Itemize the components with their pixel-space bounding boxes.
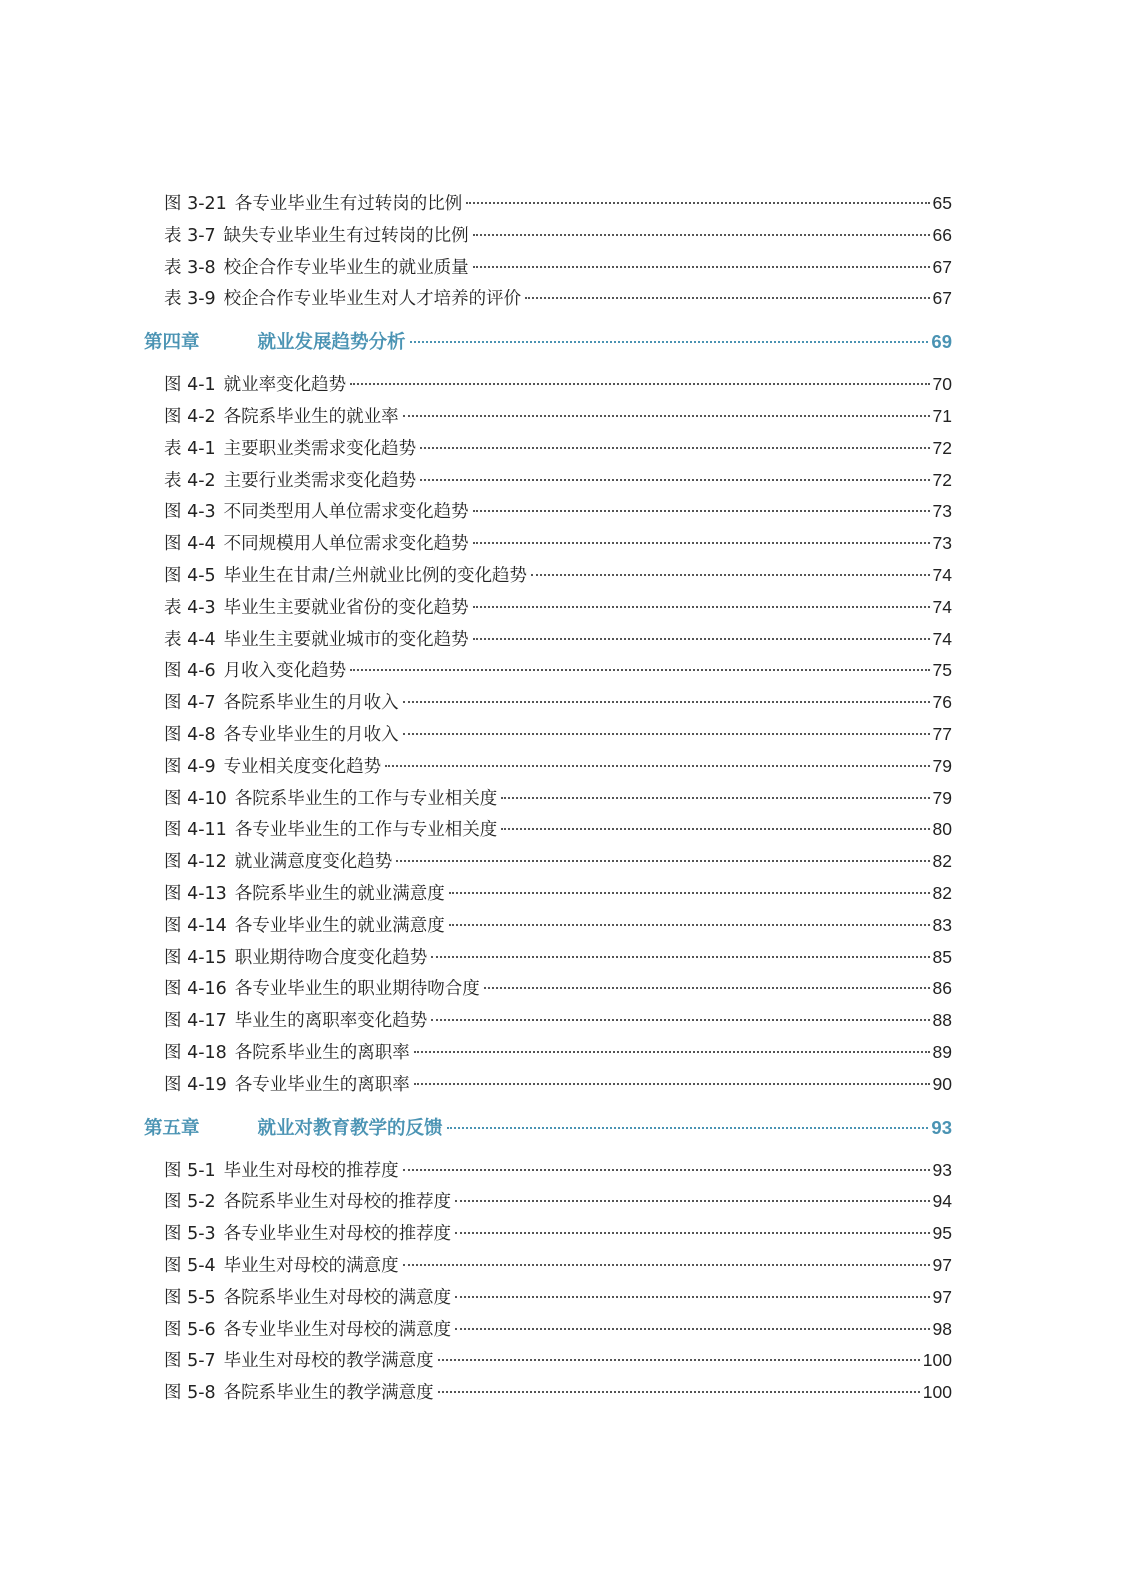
page-number: 85 — [932, 946, 952, 967]
toc-entry[interactable] — [144, 1155, 952, 1187]
page-number: 66 — [932, 224, 952, 245]
entry-title: 缺失专业毕业生有过转岗的比例 — [223, 225, 469, 246]
dot-leader — [431, 1019, 929, 1021]
page-number: 88 — [932, 1010, 952, 1031]
dot-leader — [501, 828, 929, 830]
entry-label: 图 4-9 — [164, 756, 216, 777]
page-number: 100 — [922, 1382, 952, 1403]
dot-leader — [447, 1127, 929, 1129]
entry-label: 图 4-3 — [164, 502, 216, 523]
page-number: 67 — [932, 288, 952, 309]
entry-title: 各专业毕业生对母校的满意度 — [223, 1319, 452, 1340]
page-number: 67 — [932, 256, 952, 277]
dot-leader — [396, 860, 929, 862]
page-number: 80 — [932, 819, 952, 840]
page-number: 74 — [932, 564, 952, 585]
toc-entry[interactable] — [144, 973, 952, 1005]
entry-title: 毕业生对母校的满意度 — [223, 1255, 399, 1276]
dot-leader — [455, 1232, 929, 1234]
chapter-number: 第五章 — [144, 1117, 200, 1139]
entry-label: 图 3-21 — [164, 194, 227, 214]
entry-title: 各专业毕业生的就业满意度 — [234, 915, 445, 936]
entry-label: 图 4-19 — [164, 1074, 227, 1095]
page-number: 97 — [932, 1254, 952, 1275]
entry-label: 表 3-9 — [164, 289, 216, 310]
entry-label: 图 4-7 — [164, 693, 216, 714]
toc-entry[interactable] — [144, 1314, 952, 1346]
page-number: 82 — [932, 882, 952, 903]
toc-entry[interactable] — [144, 592, 952, 624]
toc-entry[interactable] — [144, 252, 952, 284]
entry-title: 毕业生的离职率变化趋势 — [234, 1011, 428, 1032]
dot-leader — [403, 415, 930, 417]
entry-title: 毕业生主要就业省份的变化趋势 — [223, 597, 469, 618]
toc-entry[interactable] — [144, 465, 952, 497]
entry-title: 主要行业类需求变化趋势 — [223, 470, 417, 491]
dot-leader — [403, 1169, 930, 1171]
entry-title: 各专业毕业生的工作与专业相关度 — [234, 820, 498, 841]
entry-title: 月收入变化趋势 — [223, 661, 347, 682]
toc-entry[interactable] — [144, 751, 952, 783]
page-number: 89 — [932, 1041, 952, 1062]
dot-leader — [420, 479, 929, 481]
toc-entry[interactable] — [144, 1069, 952, 1101]
page-number: 73 — [932, 501, 952, 522]
dot-leader — [455, 1328, 929, 1330]
entry-title: 各院系毕业生对母校的推荐度 — [223, 1192, 452, 1213]
page-number: 65 — [932, 193, 952, 213]
entry-label: 图 5-7 — [164, 1351, 216, 1372]
page-number: 95 — [932, 1223, 952, 1244]
entry-title: 校企合作专业毕业生的就业质量 — [223, 257, 469, 278]
page-number: 70 — [932, 374, 952, 395]
dot-leader — [484, 987, 930, 989]
entry-label: 表 4-1 — [164, 438, 216, 459]
page-number: 93 — [932, 1159, 952, 1180]
toc-entry[interactable] — [144, 496, 952, 528]
entry-title: 各专业毕业生的月收入 — [223, 724, 399, 745]
entry-label: 图 5-8 — [164, 1383, 216, 1404]
entry-title: 主要职业类需求变化趋势 — [223, 438, 417, 459]
toc-chapter-entry[interactable] — [144, 1101, 952, 1155]
dot-leader — [501, 797, 929, 799]
entry-label: 图 4-2 — [164, 406, 216, 427]
toc-entry[interactable] — [144, 433, 952, 465]
entry-title: 不同规模用人单位需求变化趋势 — [223, 534, 469, 555]
toc-entry[interactable] — [144, 1005, 952, 1037]
entry-title: 各院系毕业生对母校的满意度 — [223, 1287, 452, 1308]
dot-leader — [473, 510, 930, 512]
page-number: 75 — [932, 660, 952, 681]
entry-label: 图 4-5 — [164, 565, 216, 586]
toc-entry[interactable] — [144, 220, 952, 252]
entry-title: 各院系毕业生的教学满意度 — [223, 1383, 434, 1404]
dot-leader — [350, 669, 929, 671]
dot-leader — [385, 765, 929, 767]
entry-title: 各专业毕业生有过转岗的比例 — [234, 194, 463, 214]
entry-title: 就业满意度变化趋势 — [234, 852, 393, 873]
toc-entry[interactable] — [144, 1282, 952, 1314]
entry-label: 图 4-12 — [164, 852, 227, 873]
entry-label: 图 4-4 — [164, 534, 216, 555]
page-number: 77 — [932, 723, 952, 744]
page-number: 94 — [932, 1191, 952, 1212]
toc-entry[interactable] — [144, 846, 952, 878]
entry-title: 各专业毕业生对母校的推荐度 — [223, 1224, 452, 1245]
dot-leader — [455, 1296, 929, 1298]
toc-entry[interactable] — [144, 624, 952, 656]
entry-label: 图 5-1 — [164, 1160, 216, 1181]
dot-leader — [455, 1200, 929, 1202]
toc-entry[interactable] — [144, 814, 952, 846]
page-number: 73 — [932, 533, 952, 554]
toc-entry[interactable] — [144, 1250, 952, 1282]
chapter-title: 就业发展趋势分析 — [257, 332, 406, 354]
dot-leader — [525, 297, 929, 299]
entry-label: 图 4-13 — [164, 883, 227, 904]
entry-title: 毕业生主要就业城市的变化趋势 — [223, 629, 469, 650]
dot-leader — [449, 892, 930, 894]
dot-leader — [473, 234, 930, 236]
dot-leader — [473, 638, 930, 640]
entry-title: 校企合作专业毕业生对人才培养的评价 — [223, 289, 522, 310]
entry-title: 各院系毕业生的离职率 — [234, 1042, 410, 1063]
entry-label: 图 4-16 — [164, 979, 227, 1000]
dot-leader — [473, 606, 930, 608]
page-number: 100 — [922, 1350, 952, 1371]
page-number: 72 — [932, 469, 952, 490]
entry-label: 图 4-11 — [164, 820, 227, 841]
toc-entry[interactable] — [144, 878, 952, 910]
page-number: 86 — [932, 978, 952, 999]
entry-title: 各院系毕业生的工作与专业相关度 — [234, 788, 498, 809]
toc-entry[interactable] — [144, 188, 952, 220]
entry-label: 图 5-3 — [164, 1224, 216, 1245]
dot-leader — [449, 924, 930, 926]
chapter-title: 就业对教育教学的反馈 — [257, 1117, 443, 1139]
entry-label: 表 4-3 — [164, 597, 216, 618]
dot-leader — [473, 266, 930, 268]
page-number: 93 — [931, 1116, 952, 1138]
page-number: 74 — [932, 596, 952, 617]
page-number: 90 — [932, 1073, 952, 1094]
page-number: 83 — [932, 914, 952, 935]
entry-label: 图 4-18 — [164, 1042, 227, 1063]
toc-entry[interactable] — [144, 1345, 952, 1377]
dot-leader — [431, 956, 929, 958]
toc-entry[interactable] — [144, 719, 952, 751]
entry-label: 图 5-5 — [164, 1287, 216, 1308]
dot-leader — [350, 383, 929, 385]
toc-entry[interactable] — [144, 528, 952, 560]
dot-leader — [420, 447, 929, 449]
toc-entry[interactable] — [144, 369, 952, 401]
entry-title: 就业率变化趋势 — [223, 375, 347, 396]
entry-title: 各专业毕业生的离职率 — [234, 1074, 410, 1095]
dot-leader — [410, 341, 929, 343]
entry-title: 职业期待吻合度变化趋势 — [234, 947, 428, 968]
page-number: 71 — [932, 405, 952, 426]
page-number: 98 — [932, 1318, 952, 1339]
toc-entry[interactable] — [144, 1037, 952, 1069]
toc-entry[interactable] — [144, 560, 952, 592]
page-number: 82 — [932, 851, 952, 872]
entry-title: 专业相关度变化趋势 — [223, 756, 382, 777]
toc-entry[interactable] — [144, 942, 952, 974]
dot-leader — [414, 1083, 930, 1085]
entry-label: 图 4-6 — [164, 661, 216, 682]
dot-leader — [438, 1391, 920, 1393]
entry-label: 表 3-8 — [164, 257, 216, 278]
toc-entry[interactable] — [144, 1186, 952, 1218]
entry-label: 表 3-7 — [164, 225, 216, 246]
entry-label: 图 4-14 — [164, 915, 227, 936]
dot-leader — [403, 701, 930, 703]
entry-label: 图 5-6 — [164, 1319, 216, 1340]
entry-label: 图 4-1 — [164, 375, 216, 396]
entry-label: 图 5-4 — [164, 1255, 216, 1276]
page-number: 79 — [932, 755, 952, 776]
page-number: 97 — [932, 1286, 952, 1307]
entry-label: 图 4-8 — [164, 724, 216, 745]
dot-leader — [403, 733, 930, 735]
table-of-contents — [144, 188, 952, 1409]
entry-title: 毕业生对母校的教学满意度 — [223, 1351, 434, 1372]
toc-chapter-entry[interactable] — [144, 315, 952, 369]
entry-title: 各院系毕业生的就业率 — [223, 406, 399, 427]
entry-title: 毕业生在甘肃/兰州就业比例的变化趋势 — [223, 565, 528, 586]
dot-leader — [438, 1359, 920, 1361]
entry-label: 图 4-17 — [164, 1011, 227, 1032]
entry-title: 各专业毕业生的职业期待吻合度 — [234, 979, 480, 1000]
dot-leader — [531, 574, 929, 576]
page-number: 79 — [932, 787, 952, 808]
toc-entry[interactable] — [144, 655, 952, 687]
toc-entry[interactable] — [144, 783, 952, 815]
dot-leader — [403, 1264, 930, 1266]
entry-title: 不同类型用人单位需求变化趋势 — [223, 502, 469, 523]
entry-label: 图 4-15 — [164, 947, 227, 968]
dot-leader — [414, 1051, 930, 1053]
entry-label: 图 5-2 — [164, 1192, 216, 1213]
toc-entry[interactable] — [144, 687, 952, 719]
entry-title: 各院系毕业生的就业满意度 — [234, 883, 445, 904]
page-number: 69 — [931, 331, 952, 353]
dot-leader — [466, 202, 929, 204]
toc-entry[interactable] — [144, 1218, 952, 1250]
entry-label: 表 4-4 — [164, 629, 216, 650]
entry-title: 各院系毕业生的月收入 — [223, 693, 399, 714]
entry-label: 图 4-10 — [164, 788, 227, 809]
page-number: 76 — [932, 692, 952, 713]
entry-title: 毕业生对母校的推荐度 — [223, 1160, 399, 1181]
toc-entry[interactable] — [144, 283, 952, 315]
toc-entry[interactable] — [144, 401, 952, 433]
entry-label: 表 4-2 — [164, 470, 216, 491]
dot-leader — [473, 542, 930, 544]
page-number: 74 — [932, 628, 952, 649]
toc-entry[interactable] — [144, 910, 952, 942]
page-number: 72 — [932, 437, 952, 458]
toc-entry[interactable] — [144, 1377, 952, 1409]
chapter-number: 第四章 — [144, 332, 200, 354]
